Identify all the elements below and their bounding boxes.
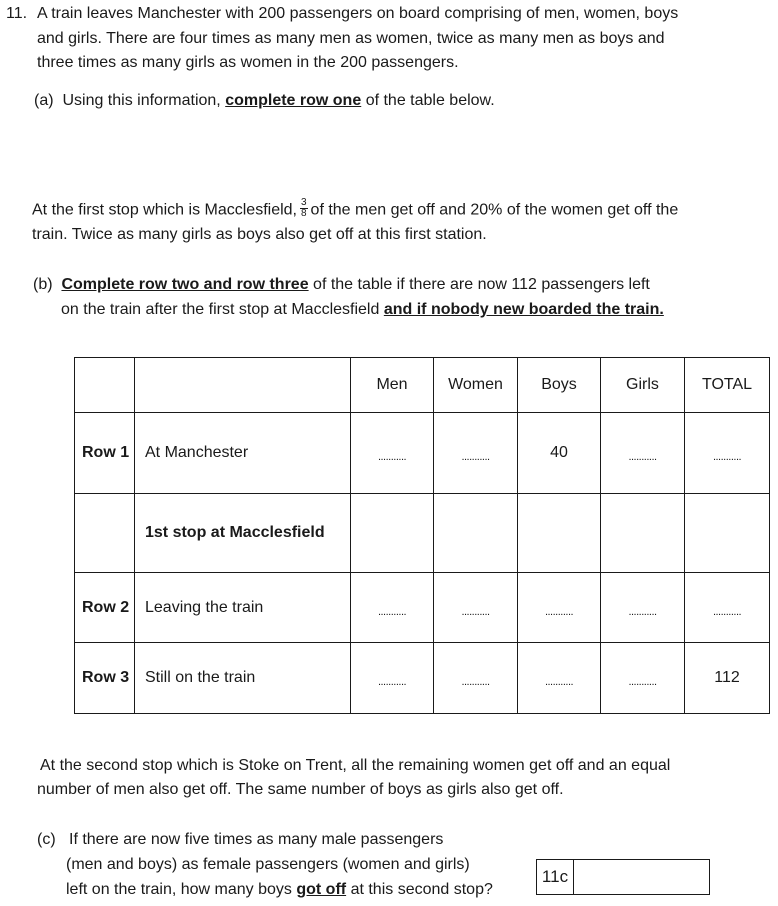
section-blank-cell [601,494,685,573]
part-c-text-before: left on the train, how many boys [66,881,292,898]
header-row [75,358,770,413]
intro-line-2: and girls. There are four times as many men as women, twice as many men as boys and [37,30,665,47]
answer-blank: ........... [628,676,657,688]
table-row-2 [75,573,770,643]
answer-blank: ........... [377,605,407,618]
part-c-label: (c) [37,831,56,848]
question-number: 11. [6,5,28,22]
part-b-line-2 [61,300,664,320]
row-3-men-cell[interactable] [351,643,434,714]
header-blank-cell [135,358,351,413]
first-stop-text-before: At the first stop which is Macclesfield, [32,201,297,219]
header-boys: Boys [518,358,601,413]
answer-blank: ........... [628,451,657,463]
table-row-1 [75,413,770,494]
row-3-girls-cell[interactable] [601,643,685,714]
part-a-text-after: of the table below. [365,92,495,109]
answer-blank: ........... [544,605,574,618]
header-women: Women [434,358,518,413]
row-1-label: Row 1 [75,413,135,494]
fraction-three-eighths [300,198,308,219]
row-2-total-cell[interactable] [685,573,770,643]
row-1-men-cell[interactable] [351,413,434,494]
row-1-women-cell[interactable] [434,413,518,494]
header-blank-cell [75,358,135,413]
answer-box-label: 11c [537,860,574,894]
row-1-description: At Manchester [135,413,351,494]
first-stop-line-2: train. Twice as many girls as boys also get off at this first station. [32,226,487,243]
first-stop-text-after: of the men get off and 20% of the women get off the [310,201,679,219]
part-b-line-1 [33,275,650,295]
row-3-label: Row 3 [75,643,135,714]
part-c-line-2: (men and boys) as female passengers (women and girls) [66,856,470,873]
row-3-women-cell[interactable] [434,643,518,714]
answer-blank: ........... [628,605,657,618]
second-stop-line-1: At the second stop which is Stoke on Trent, all the remaining women get off and an equal [40,757,671,774]
section-title: 1st stop at Macclesfield [135,494,351,573]
answer-blank: ........... [712,451,742,463]
row-1-total-cell[interactable] [685,413,770,494]
fraction-denominator: 8 [300,208,307,219]
row-1-boys-value: 40 [518,413,601,494]
part-c-line-1 [37,830,443,850]
first-stop-line-1 [32,197,679,221]
part-c-line-3 [66,880,493,900]
part-b-emphasis-1: Complete row two and row three [61,276,309,293]
row-2-description: Leaving the train [135,573,351,643]
part-a-text-before: Using this information, [62,92,221,109]
answer-blank: ........... [461,451,490,463]
row-2-boys-cell[interactable] [518,573,601,643]
row-2-label: Row 2 [75,573,135,643]
row-1-girls-cell[interactable] [601,413,685,494]
section-blank-cell [351,494,434,573]
row-2-women-cell[interactable] [434,573,518,643]
answer-box-11c[interactable] [536,859,710,895]
answer-blank: ........... [377,676,407,688]
row-3-total-value: 112 [685,643,770,714]
section-row-macclesfield [75,494,770,573]
part-b-text-2: on the train after the first stop at Macclesfield [61,301,380,318]
section-blank-cell [518,494,601,573]
part-a-instruction [34,91,495,111]
table-row-3 [75,643,770,714]
row-3-description: Still on the train [135,643,351,714]
header-total: TOTAL [685,358,770,413]
second-stop-line-2: number of men also get off. The same number of boys as girls also get off. [37,781,564,798]
passenger-table [74,357,770,714]
answer-blank: ........... [377,451,407,463]
section-blank-cell [434,494,518,573]
part-b-text-1: of the table if there are now 112 passengers left [313,276,650,293]
header-men: Men [351,358,434,413]
part-c-text-after: at this second stop? [350,881,493,898]
section-blank-cell [685,494,770,573]
answer-blank: ........... [544,676,574,688]
answer-blank: ........... [461,676,490,688]
row-3-boys-cell[interactable] [518,643,601,714]
intro-line-3: three times as many girls as women in the 200 passengers. [37,54,459,71]
row-2-girls-cell[interactable] [601,573,685,643]
section-blank-cell [75,494,135,573]
part-a-label: (a) [34,92,54,109]
part-b-label: (b) [33,276,53,293]
part-b-emphasis-2: and if nobody new boarded the train. [383,301,664,318]
fraction-numerator: 3 [300,197,307,208]
part-c-emphasis: got off [296,881,347,898]
row-2-men-cell[interactable] [351,573,434,643]
header-girls: Girls [601,358,685,413]
part-c-text-1: If there are now five times as many male passengers [69,831,444,848]
answer-blank: ........... [712,605,742,618]
intro-line-1: A train leaves Manchester with 200 passengers on board comprising of men, women, boys [37,5,679,22]
part-a-emphasis: complete row one [225,92,362,109]
answer-blank: ........... [461,605,490,618]
